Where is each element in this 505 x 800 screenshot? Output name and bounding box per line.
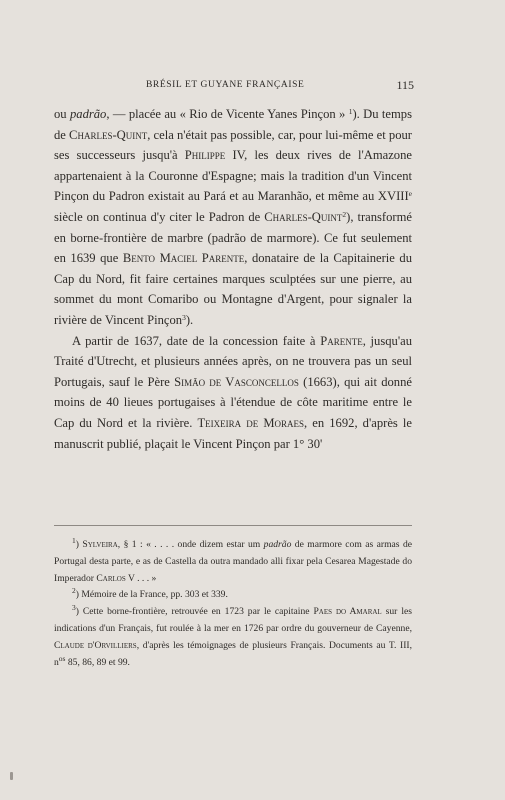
name-teixeira-de-moraes: Teixeira de Moraes [197, 415, 305, 430]
footnote-ref-3: 3 [182, 312, 186, 322]
name-parente: Parente [320, 333, 363, 348]
footnote-2: $^2$) Mémoire de la France, pp. 303 et 339. [72, 586, 228, 601]
ordinal-superscript: e [408, 189, 412, 199]
body-text [54, 104, 412, 454]
name-charles-quint-2: Charles-Quint [264, 209, 343, 224]
name-sylveira: Sylveira [82, 539, 118, 550]
footnotes [54, 537, 412, 671]
name-charles-quint: Charles-Quint [69, 127, 148, 142]
paragraph-1: ou padrão, — placée au « Rio de Vicente Yanes Pinçon » $^1$). Du temps de Charles-Quint, cela n'était pas possible, car, pour lui-même et pour ses successeurs jusqu'à Philippe IV, les deux rives de l'Amazone appartenaient à la Couronne d'Espagne; mais la tradition d'un Vincent Pinçon du Padron existait au Pará et au Maranhão, et même au XVIIIe siècle on continua d'y citer le Padron de Charles-Quint$^2$), transformé en borne-frontière de marbre (padrão de marmore). Ce fut seulement en 1639 que Bento Maciel Parente, donataire de la Capitainerie du Cap du Nord, fit faire certaines marques sculptées sur une pierre, au sommet du mont Comaribo ou Montagne d'Argent, pour signaler la rivière de Vincent Pinçon$^3$). [54, 107, 413, 327]
running-title: BRÉSIL ET GUYANE FRANÇAISE [146, 80, 305, 90]
name-claude-d-orvilliers: Claude d'Orvilliers [54, 639, 137, 651]
margin-mark [10, 772, 13, 780]
page-number: 115 [396, 78, 414, 92]
name-simao-de-vasconcellos: Simão de Vasconcellos [174, 374, 299, 389]
footnote-ref-1: 1 [348, 107, 353, 116]
paragraph-2: A partir de 1637, date de la concession faite à Parente, jusqu'au Traité d'Utrecht, et plusieurs années après, on ne trouvera pas un seul Portugais, sauf le Père Simão de Vasconcellos (1663), qui ait donné moins de 40 lieues portugaises à l'étendue de côte maritime entre le Cap du Nord et la rivière. Teixeira de Moraes, en 1692, d'après le manuscrit publié, plaçait le Vincent Pinçon par 1° 30' [54, 333, 412, 451]
name-paes-do-amaral: Paes do Amaral [313, 606, 382, 618]
italic-term: padrão [69, 107, 107, 121]
name-philippe: Philippe [184, 148, 226, 163]
name-bento-maciel-parente: Bento Maciel Parente [122, 251, 245, 266]
page-header [54, 78, 414, 94]
footnote-3: $^3$) Cette borne-frontière, retrouvée en 1723 par le capitaine Paes do Amaral sur les indications d'un Français, fut roulée à la mer en 1726 par ordre du gouverneur de Cayenne, Claude d'Orvilliers, d'après les témoignages de plusieurs Français. Documents au T. III, $n^{os}$ 85, 86, 89 et 99. [54, 603, 413, 668]
numero-superscript: os [58, 653, 66, 663]
footnote-ref-2: 2 [342, 209, 347, 219]
name-carlos: Carlos [96, 572, 126, 584]
italic-term: padrão [263, 539, 292, 550]
footnote-1: $^1$) Sylveira, § 1 : « . . . . onde dizem estar um padrão de marmore com as armas de Portugal desta parte, e as de Castella da outra mandado alli fixar pela Cesarea Magestade do Imperador Carlos V . . . » [54, 536, 413, 584]
footnote-divider [54, 525, 412, 526]
